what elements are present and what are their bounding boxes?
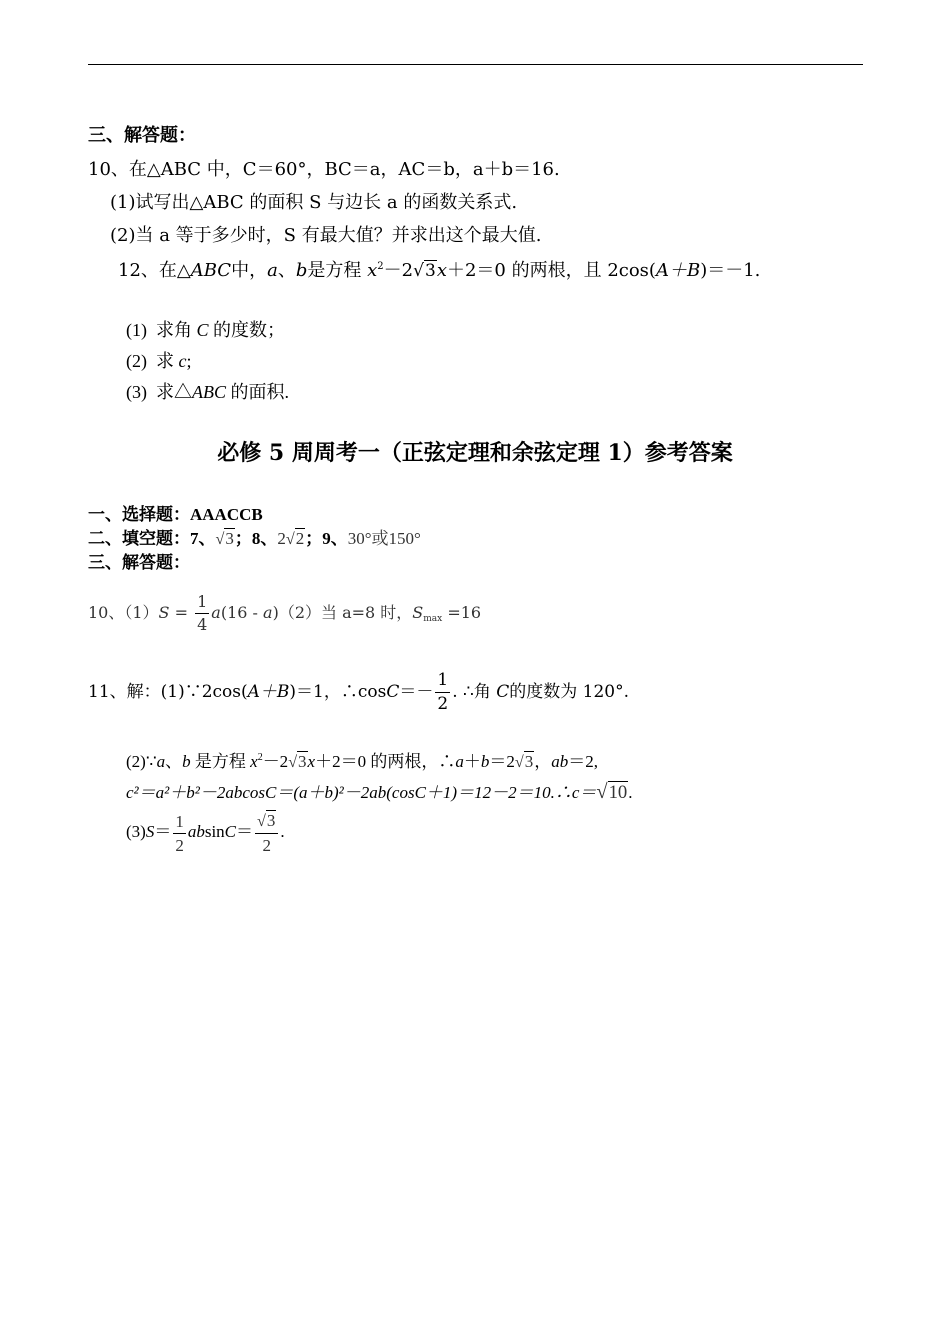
ans-section3: 三、解答题： bbox=[88, 553, 190, 572]
q12-sub2: (2) 求 c; bbox=[126, 351, 192, 371]
q10-stem: 10、在△ABC 中，C＝60°，BC＝a，AC＝b，a＋b＝16. bbox=[88, 159, 560, 180]
sqrt-2-answer: √2 bbox=[285, 529, 305, 548]
sqrt-3-root: √3 bbox=[288, 752, 307, 771]
sqrt-3: √3 bbox=[413, 261, 436, 281]
q12-stem: 12、在△ABC中，a、b是方程 $x^2-2√3x+2=0$ 的两根，且 2cos(A＋B)＝－1. bbox=[118, 260, 761, 281]
answer-title: 必修 5 周周考一（正弦定理和余弦定理 1）参考答案 bbox=[217, 440, 733, 466]
header-rule bbox=[88, 64, 863, 65]
q12-sub1: (1) 求角 C 的度数； bbox=[126, 320, 286, 340]
sqrt-3-answer: √3 bbox=[215, 529, 234, 548]
q12-sub3: (3) 求△ABC 的面积. bbox=[126, 382, 289, 402]
q10-part2: (2)当 a 等于多少时，S 有最大值？并求出这个最大值. bbox=[110, 225, 542, 246]
ans-q11-part1: 11、解：(1)∵2cos(A＋B)＝1，∴cosC＝－ $\frac{1}{2}$ . ∴角 C的度数为 120°. bbox=[88, 670, 630, 714]
ans-q10: 10、（1）S = $\frac{1}{4}$ a(16 - a)（2）当 a=8 时，$S_{max} =16$ bbox=[88, 592, 482, 634]
ans-q11-part2-line1: (2)∵a、b 是方程 $x^2-2√3x+2=0$ 的两根，∴a＋b＝2√3，ab＝2, bbox=[126, 752, 598, 771]
section3-heading: 三、解答题： bbox=[88, 125, 196, 146]
fraction-sqrt3-2: $\frac{√3}{2}$ bbox=[255, 812, 278, 854]
ans-choice: 一、选择题：AAACCB bbox=[88, 505, 263, 524]
sqrt-3-sum: √3 bbox=[514, 752, 534, 771]
ans-q11-part3: (3)S＝ $\frac{1}{2}$ absinC＝ $\frac{√3}{2}$ . bbox=[126, 811, 285, 856]
ans-q11-part2-line2: c²＝a²＋b²－2abcosC＝(a＋b)²－2ab(cosC＋1)＝12－2＝10.∴c＝√10. bbox=[126, 781, 633, 803]
fraction-1-2-area: $\frac{1}{2}$ bbox=[175, 811, 184, 855]
fraction-1-4: $\frac{1}{4}$ bbox=[197, 592, 208, 634]
q10-part1: (1)试写出△ABC 的面积 S 与边长 a 的函数关系式. bbox=[110, 192, 518, 213]
fraction-1-2: $\frac{1}{2}$ bbox=[437, 670, 449, 714]
ans-fill: 二、填空题：7、√3；8、2√2；9、30°或150° bbox=[88, 529, 421, 548]
sqrt-10: √10 bbox=[596, 781, 628, 803]
